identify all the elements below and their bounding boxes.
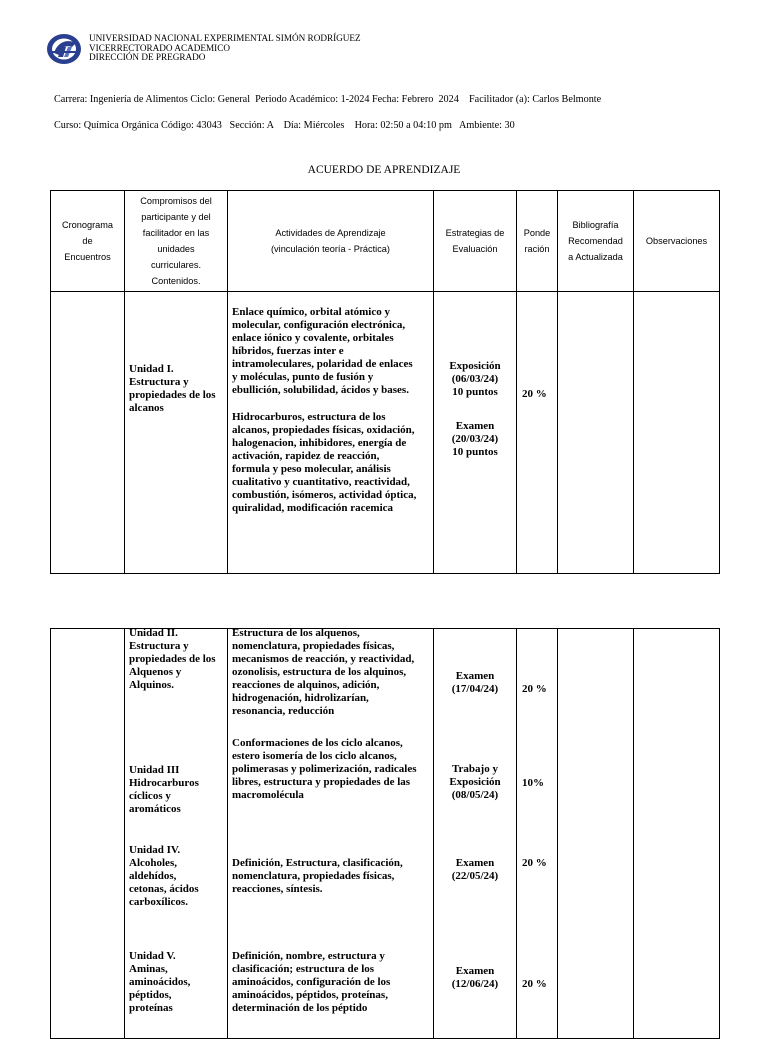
unidad-text: Alquinos. — [129, 679, 174, 691]
header-text: Recomendad — [568, 236, 623, 246]
actividad-text: Conformaciones de los ciclo alcanos, — [232, 737, 403, 749]
header-text: Actividades de Aprendizaje — [275, 228, 386, 238]
unidad-text: alcanos — [129, 401, 164, 414]
ponderacion-text: 20 % — [522, 388, 547, 400]
unidad-text: aminoácidos, — [129, 976, 191, 988]
unidad-text: Alcoholes, — [129, 857, 177, 869]
unidad-block — [129, 627, 216, 692]
actividad-text: nomenclatura, propiedades físicas, — [232, 870, 395, 882]
actividad-text: nomenclatura, propiedades físicas, — [232, 640, 395, 652]
table-row — [51, 629, 720, 1039]
actividad-block — [232, 950, 390, 1015]
evaluacion-block — [434, 763, 516, 802]
ponderacion-text: 10% — [522, 777, 544, 789]
unidad-text: cetonas, ácidos — [129, 883, 199, 895]
actividad-text: Definición, Estructura, clasificación, — [232, 857, 403, 869]
actividad-text: híbridos, fuerzas inter e — [232, 345, 344, 357]
header-text: facilitador en las — [142, 228, 210, 238]
table-header-row — [51, 191, 720, 292]
actividad-text: polimerasas y polimerización, radicales — [232, 763, 417, 775]
evaluacion-text: Examen — [455, 965, 495, 977]
actividad-text: cualitativo y cuantitativo, reactividad, — [232, 476, 410, 488]
header-text: Evaluación — [452, 244, 498, 254]
ponderacion-text: 20 % — [522, 683, 547, 695]
unidad-text: Estructura y — [129, 640, 189, 652]
header-observaciones: Observaciones — [634, 191, 720, 292]
document-header — [46, 33, 361, 65]
evaluacion-text: (20/03/24) — [451, 433, 499, 445]
actividad-text: hidrogenación, hidrolizarían, — [232, 692, 369, 704]
evaluacion-text: (06/03/24) — [451, 373, 499, 385]
header-ponderacion — [517, 191, 558, 292]
actividad-text: formula y peso molecular, análisis — [232, 463, 391, 475]
document-title: ACUERDO DE APRENDIZAJE — [307, 164, 461, 176]
unidad-text: aldehídos, — [129, 870, 177, 882]
actividad-text: halogenacion, inhibidores, energía de — [232, 437, 407, 449]
evaluacion-text: (17/04/24) — [451, 683, 499, 695]
header-text: unidades — [157, 244, 195, 254]
actividad-text: resonancia, reducción — [232, 705, 335, 717]
actividad-text: quiralidad, modificación racemica — [232, 502, 394, 514]
institution-line: DIRECCIÓN DE PREGRADO — [89, 52, 206, 62]
actividades-cell — [228, 292, 434, 574]
header-text: Cronograma — [61, 220, 114, 230]
evaluacion-cell — [434, 292, 517, 574]
actividad-text: ozonolisis, estructura de los alquinos, — [232, 666, 407, 678]
evaluacion-text: (22/05/24) — [451, 870, 499, 882]
actividad-block — [232, 857, 403, 896]
ponderacion-cell — [517, 629, 558, 1039]
actividad-text: intramoleculares, polaridad de enlaces — [232, 358, 413, 370]
ponderacion-text: 20 % — [522, 978, 547, 990]
header-text: a Actualizada — [568, 252, 623, 262]
evaluacion-text: (08/05/24) — [451, 789, 499, 801]
unidad-cell — [125, 629, 228, 1039]
ponderacion-cell — [517, 292, 558, 574]
unidad-text: Estructura y — [129, 375, 189, 388]
evaluacion-block — [434, 857, 516, 883]
unidad-text: péptidos, — [129, 989, 172, 1001]
actividad-text: clasificación; estructura de los — [232, 963, 375, 975]
institution-name — [89, 34, 361, 63]
evaluacion-text: Trabajo y — [452, 763, 498, 775]
bibliografia-cell — [558, 629, 634, 1039]
observaciones-cell — [634, 629, 720, 1039]
unidad-text: Unidad V. — [129, 950, 176, 962]
header-text: Bibliografía — [572, 220, 619, 230]
actividad-text: estero isomería de los ciclo alcanos, — [232, 750, 397, 762]
evaluacion-cell — [434, 629, 517, 1039]
header-bibliografia — [558, 191, 634, 292]
actividad-text: ebullición, solubilidad, ácidos y bases. — [232, 384, 409, 396]
unidad-text: Unidad I. — [129, 362, 174, 375]
actividad-text: Hidrocarburos, estructura de los — [232, 411, 386, 423]
actividad-text: Definición, nombre, estructura y — [232, 950, 385, 962]
actividad-text: enlace iónico y covalente, orbitales — [232, 332, 394, 344]
actividad-text: activación, rapidez de reacción, — [232, 450, 380, 462]
header-actividades — [228, 191, 434, 292]
university-logo-icon — [46, 33, 83, 65]
evaluacion-text: Exposición — [449, 776, 501, 788]
unidad-block — [129, 764, 199, 816]
actividad-text: reacciones, síntesis. — [232, 883, 323, 895]
actividad-text: mecanismos de reacción, y reactividad, — [232, 653, 415, 665]
header-text: curriculares. — [150, 260, 202, 270]
actividad-text: aminoácidos, péptidos, proteínas, — [232, 989, 388, 1001]
unidad-text: Alquenos y — [129, 666, 182, 678]
unidad-text: Unidad III — [129, 764, 180, 776]
evaluacion-block — [434, 965, 516, 991]
unidad-text: propiedades de los — [129, 388, 216, 401]
unidad-text: propiedades de los — [129, 653, 216, 665]
unidad-text: Unidad II. — [129, 627, 178, 639]
actividad-text: Enlace químico, orbital atómico y — [232, 306, 390, 318]
header-text: Encuentros — [64, 252, 111, 262]
evaluacion-text: 10 puntos — [452, 446, 498, 458]
header-text: (vinculación teoría - Práctica) — [271, 244, 390, 254]
unidad-text: carboxílicos. — [129, 896, 188, 908]
header-text: Contenidos. — [151, 276, 201, 286]
course-info-line-1: Carrera: Ingeniería de Alimentos Ciclo: General Periodo Académico: 1-2024 Fecha: Febrero 2024 Facilitador (a): Carlos Belmonte — [54, 94, 602, 105]
observaciones-cell — [634, 292, 720, 574]
table-row — [51, 292, 720, 574]
actividades-cell — [228, 629, 434, 1039]
actividad-text: libres, estructura y propiedades de las — [232, 776, 411, 788]
header-text: participante y del — [141, 212, 211, 222]
evaluacion-text: Examen — [455, 670, 495, 682]
ponderacion-text: 20 % — [522, 857, 547, 869]
evaluacion-text: (12/06/24) — [451, 978, 499, 990]
header-text: ración — [524, 244, 550, 254]
actividad-text: combustión, isómeros, actividad óptica, — [232, 489, 417, 501]
unidad-block — [129, 844, 199, 909]
header-cronograma — [51, 191, 125, 292]
learning-agreement-table-continued — [50, 628, 720, 1039]
course-info-line-2: Curso: Química Orgánica Código: 43043 Sección: A Día: Miércoles Hora: 02:50 a 04:10 pm Ambiente: 30 — [54, 120, 515, 131]
actividad-text: Estructura de los alquenos, — [232, 627, 360, 639]
header-text: Compromisos del — [140, 196, 212, 206]
institution-line: UNIVERSIDAD NACIONAL EXPERIMENTAL SIMÓN RODRÍGUEZ — [89, 33, 361, 43]
actividad-text: y moléculas, punto de fusión y — [232, 371, 374, 383]
actividad-text: alcanos, propiedades físicas, oxidación, — [232, 424, 415, 436]
actividad-block — [232, 737, 417, 802]
header-text: de — [82, 236, 93, 246]
unidad-cell — [125, 292, 228, 574]
evaluacion-text: 10 puntos — [452, 386, 498, 398]
unidad-text: cíclicos y — [129, 790, 171, 802]
unidad-text: Aminas, — [129, 963, 168, 975]
unidad-text: aromáticos — [129, 803, 181, 815]
learning-agreement-table — [50, 190, 720, 574]
evaluacion-text: Exposición — [449, 360, 501, 372]
unidad-block — [129, 950, 190, 1015]
evaluacion-text: Examen — [455, 857, 495, 869]
actividad-text: reacciones de alquinos, adición, — [232, 679, 380, 691]
evaluacion-block — [434, 670, 516, 696]
cronograma-cell — [51, 629, 125, 1039]
actividad-text: determinación de los péptido — [232, 1002, 368, 1014]
actividad-block — [232, 627, 414, 718]
header-text: Ponde — [523, 228, 551, 238]
unidad-text: proteínas — [129, 1002, 173, 1014]
header-compromisos — [125, 191, 228, 292]
institution-line: VICERRECTORADO ACADEMICO — [89, 42, 230, 53]
header-text: Estrategias de — [445, 228, 505, 238]
unidad-text: Hidrocarburos — [129, 777, 199, 789]
actividad-text: aminoácidos, configuración de los — [232, 976, 391, 988]
actividad-text: molecular, configuración electrónica, — [232, 319, 406, 331]
cronograma-cell — [51, 292, 125, 574]
evaluacion-text: Examen — [455, 420, 495, 432]
header-estrategias — [434, 191, 517, 292]
actividad-text: macromolécula — [232, 789, 304, 801]
unidad-text: Unidad IV. — [129, 844, 181, 856]
bibliografia-cell — [558, 292, 634, 574]
